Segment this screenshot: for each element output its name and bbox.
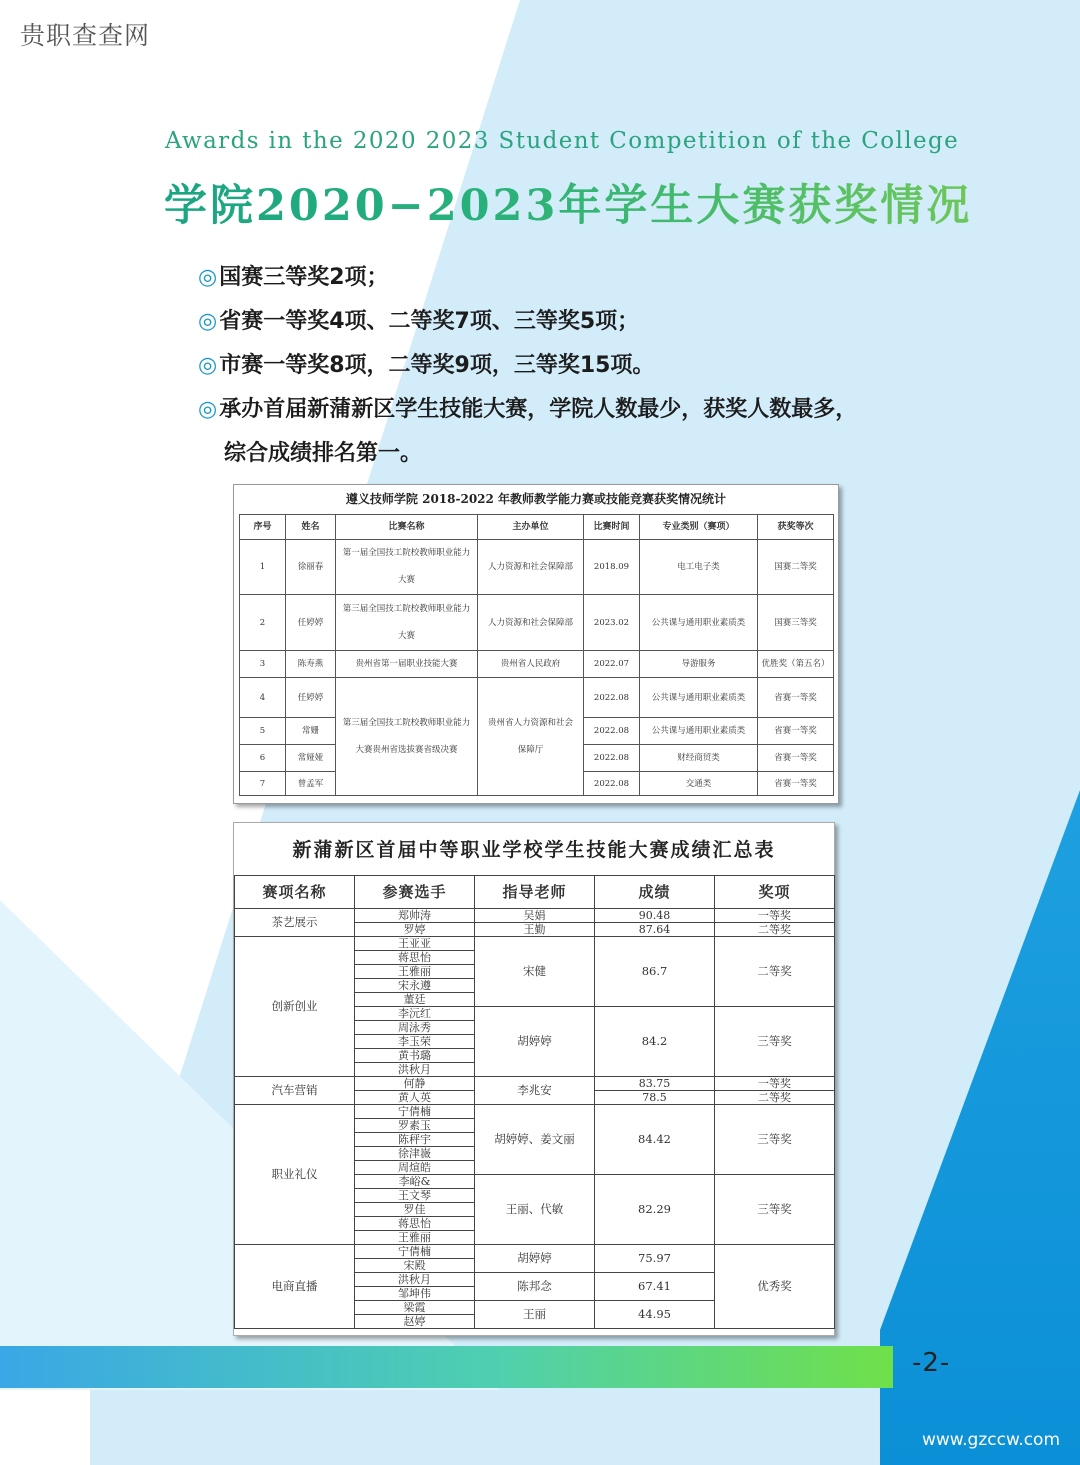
cell-contestant: 周泳秀 [355,1021,475,1035]
bullet-marker-icon: ◎ [198,309,218,334]
table2-title: 新蒲新区首届中等职业学校学生技能大赛成绩汇总表 [292,839,776,861]
cell-time: 2022.08 [584,718,640,745]
cell-contestant: 王雅丽 [355,1231,475,1245]
cell-contestant: 黄人英 [355,1091,475,1105]
cell-competition-merged: 第三届全国技工院校教师职业能力大赛贵州省选拔赛省级决赛 [336,678,478,796]
english-subtitle: Awards in the 2020 2023 Student Competition of the College [165,128,960,154]
cell-award: 一等奖 [715,1077,835,1091]
page-number: -2- [912,1348,951,1378]
cell-score: 86.7 [595,937,715,1007]
table-row [235,937,835,951]
cell-award: 优秀奖 [715,1245,835,1329]
cell-teacher: 胡婷婷 [475,1245,595,1273]
table-row [235,1245,835,1259]
cell-no: 7 [240,772,286,796]
cell-contestant: 罗佳 [355,1203,475,1217]
table-row [240,595,834,651]
cell-category: 公共课与通用职业素质类 [640,678,758,718]
cell-award: 二等奖 [715,937,835,1007]
award-summary-list [198,258,958,478]
student-skill-table [234,875,835,1329]
cell-score: 87.64 [595,923,715,937]
cell-contestant: 陈秤宇 [355,1133,475,1147]
cell-contestant: 宋永遵 [355,979,475,993]
cell-category: 公共课与通用职业素质类 [640,718,758,745]
cell-category: 电工电子类 [640,540,758,595]
cell-award: 省赛一等奖 [758,772,834,796]
bullet-text: 市赛一等奖8项，二等奖9项，三等奖15项。 [219,353,655,378]
table1-title: 遵义技师学院 2018-2022 年教师教学能力赛或技能竞赛获奖情况统计 [345,492,727,506]
cell-organizer: 人力资源和社会保障部 [478,595,584,651]
col-header: 奖项 [715,876,835,909]
cell-contestant: 王文琴 [355,1189,475,1203]
cell-teacher: 陈邦念 [475,1273,595,1301]
cell-contestant: 宁倩楠 [355,1105,475,1119]
cell-contestant: 周煊皓 [355,1161,475,1175]
cell-contestant: 罗婷 [355,923,475,937]
cell-contestant: 宋殿 [355,1259,475,1273]
cell-contestant: 何静 [355,1077,475,1091]
cell-award: 国赛二等奖 [758,540,834,595]
bullet-item [198,302,958,346]
cell-contestant: 徐津嶶 [355,1147,475,1161]
cell-category: 导游服务 [640,651,758,678]
cell-award: 一等奖 [715,909,835,923]
table-header-row [240,515,834,540]
cell-score: 90.48 [595,909,715,923]
cell-time: 2018.09 [584,540,640,595]
bullet-text: 国赛三等奖2项； [219,265,389,290]
cell-category: 交通类 [640,772,758,796]
cell-category: 公共课与通用职业素质类 [640,595,758,651]
cell-contestant: 王亚亚 [355,937,475,951]
cell-contestant: 洪秋月 [355,1273,475,1287]
cell-time: 2022.07 [584,651,640,678]
cell-competition: 贵州省第一届职业技能大赛 [336,651,478,678]
cell-award: 三等奖 [715,1175,835,1245]
cell-name: 任婷婷 [286,678,336,718]
cell-award: 省赛一等奖 [758,745,834,772]
student-skill-table-image [233,822,835,1336]
cell-no: 5 [240,718,286,745]
cell-teacher: 胡婷婷 [475,1007,595,1077]
cell-category: 财经商贸类 [640,745,758,772]
cell-score: 78.5 [595,1091,715,1105]
col-header: 专业类别（赛项） [640,515,758,540]
cell-event: 职业礼仪 [235,1105,355,1245]
col-header: 序号 [240,515,286,540]
cell-no: 4 [240,678,286,718]
cell-event: 创新创业 [235,937,355,1077]
cell-competition: 第一届全国技工院校教师职业能力大赛 [336,540,478,595]
cell-contestant: 蒋思怡 [355,951,475,965]
cell-time: 2022.08 [584,772,640,796]
cell-contestant: 宁倩楠 [355,1245,475,1259]
cell-teacher: 胡婷婷、姜文丽 [475,1105,595,1175]
cell-contestant: 李玉荣 [355,1035,475,1049]
cell-award: 三等奖 [715,1105,835,1175]
cell-teacher: 王勤 [475,923,595,937]
cell-contestant: 黄书璐 [355,1049,475,1063]
bullet-marker-icon: ◎ [198,397,218,422]
teacher-award-table-image [233,484,839,804]
cell-award: 省赛一等奖 [758,718,834,745]
cell-no: 6 [240,745,286,772]
col-header: 指导老师 [475,876,595,909]
bullet-marker-icon: ◎ [198,353,218,378]
table-row [235,1077,835,1091]
cell-event: 茶艺展示 [235,909,355,937]
bullet-marker-icon: ◎ [198,265,218,290]
cell-teacher: 李兆安 [475,1077,595,1105]
cell-no: 1 [240,540,286,595]
cell-event: 汽车营销 [235,1077,355,1105]
teacher-award-table [239,514,834,796]
cell-score: 44.95 [595,1301,715,1329]
cell-organizer: 人力资源和社会保障部 [478,540,584,595]
bullet-item [198,390,958,434]
cell-event: 电商直播 [235,1245,355,1329]
cell-contestant: 李沅红 [355,1007,475,1021]
cell-award: 优胜奖（第五名） [758,651,834,678]
cell-score: 82.29 [595,1175,715,1245]
cell-name: 任婷婷 [286,595,336,651]
col-header: 获奖等次 [758,515,834,540]
col-header: 参赛选手 [355,876,475,909]
cell-award: 二等奖 [715,1091,835,1105]
cell-contestant: 郑帅涛 [355,909,475,923]
cell-contestant: 董廷 [355,993,475,1007]
watermark-text: 贵职查查网 [20,21,151,50]
cell-score: 75.97 [595,1245,715,1273]
cell-award: 二等奖 [715,923,835,937]
col-header: 成绩 [595,876,715,909]
cell-contestant: 洪秋月 [355,1063,475,1077]
cell-contestant: 王雅丽 [355,965,475,979]
page-title: 学院2020−2023年学生大赛获奖情况 [164,172,972,233]
cell-name: 曾孟军 [286,772,336,796]
cell-no: 3 [240,651,286,678]
col-header: 比赛时间 [584,515,640,540]
cell-contestant: 李峪& [355,1175,475,1189]
cell-score: 84.42 [595,1105,715,1175]
table-row [240,540,834,595]
cell-teacher: 王丽 [475,1301,595,1329]
cell-contestant: 蒋思怡 [355,1217,475,1231]
col-header: 主办单位 [478,515,584,540]
cell-name: 徐丽春 [286,540,336,595]
cell-teacher: 宋健 [475,937,595,1007]
cell-competition: 第三届全国技工院校教师职业能力大赛 [336,595,478,651]
cell-teacher: 王丽、代敏 [475,1175,595,1245]
cell-contestant: 梁霞 [355,1301,475,1315]
cell-award: 国赛三等奖 [758,595,834,651]
cell-contestant: 邹坤伟 [355,1287,475,1301]
cell-teacher: 吴娟 [475,909,595,923]
table-header-row [235,876,835,909]
cell-contestant: 罗素玉 [355,1119,475,1133]
table-row [240,651,834,678]
cell-award: 省赛一等奖 [758,678,834,718]
cell-contestant: 赵婷 [355,1315,475,1329]
bullet-text: 承办首届新蒲新区学生技能大赛，学院人数最少，获奖人数最多， [219,397,858,422]
site-url: www.gzccw.com [922,1430,1061,1450]
col-header: 赛项名称 [235,876,355,909]
col-header: 姓名 [286,515,336,540]
bullet-text: 省赛一等奖4项、二等奖7项、三等奖5项； [219,309,640,334]
cell-score: 67.41 [595,1273,715,1301]
cell-time: 2022.08 [584,678,640,718]
table-row [235,909,835,923]
table-row [240,678,834,718]
cell-organizer: 贵州省人民政府 [478,651,584,678]
bullet-item [198,346,958,390]
cell-score: 83.75 [595,1077,715,1091]
cell-name: 常姗 [286,718,336,745]
bullet-item [198,258,958,302]
cell-time: 2022.08 [584,745,640,772]
cell-organizer-merged: 贵州省人力资源和社会保障厅 [478,678,584,796]
table-row [235,1105,835,1119]
cell-no: 2 [240,595,286,651]
cell-name: 陈寿燕 [286,651,336,678]
cell-award: 三等奖 [715,1007,835,1077]
cell-time: 2023.02 [584,595,640,651]
cell-score: 84.2 [595,1007,715,1077]
cell-name: 常娅娅 [286,745,336,772]
col-header: 比赛名称 [336,515,478,540]
bullet-continuation: 综合成绩排名第一。 [224,441,423,466]
